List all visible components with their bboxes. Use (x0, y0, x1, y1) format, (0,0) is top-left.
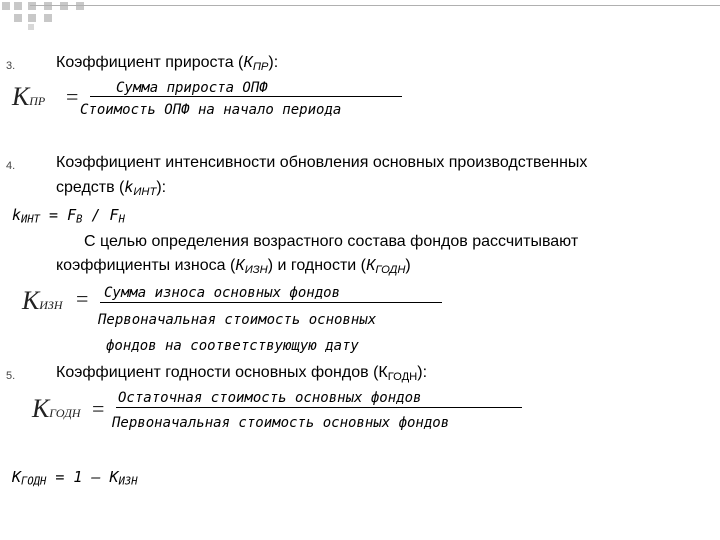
formula-lhs-kizn: КИЗН (22, 286, 63, 315)
equals-sign: = (66, 84, 79, 109)
izn-denominator-line2: фондов на соответствующую дату (106, 338, 359, 354)
item-number-4: 4. (6, 160, 16, 172)
izn-denominator-line1: Первоначальная стоимость основных (98, 312, 377, 328)
formula-kgodn-final: $К_{ГОДН} = 1 - К_{ИЗН}$ (12, 468, 138, 488)
paragraph-line1: С целью определения возрастного состава фондов рассчитывают (84, 233, 579, 250)
formula-lhs-kgodn: КГОДН (32, 394, 81, 423)
item-number-3: 3. (6, 60, 16, 72)
equals-sign-izn: = (76, 286, 89, 311)
fraction-denominator: Стоимость ОПФ на начало периода (80, 102, 342, 118)
godn-numerator: Остаточная стоимость основных фондов (118, 390, 422, 406)
heading-growth-coefficient: Коэффициент прироста $(К_{ПР})$: (56, 54, 279, 73)
item-number-5: 5. (6, 370, 16, 382)
equals-sign-godn: = (92, 396, 105, 421)
top-rule (30, 5, 720, 6)
formula-kint: $k_{ИНТ} = F_В / F_Н$ (12, 206, 125, 226)
godn-fraction-bar (116, 407, 522, 408)
heading-renewal-line1: Коэффициент интенсивности обновления основных производственных (56, 154, 588, 171)
godn-denominator: Первоначальная стоимость основных фондов (112, 415, 450, 431)
heading-renewal-line2: средств $(k_{ИНТ})$: (56, 178, 167, 198)
izn-fraction-bar (100, 302, 442, 303)
fraction-bar (90, 96, 402, 97)
heading-serviceability-coefficient: Коэффициент годности основных фондов $(К_{ГОДН})$: (56, 364, 428, 383)
paragraph-line2: коэффициенты износа $(К_{ИЗН})$ и годности $(К_{ГОДН})$ (56, 257, 411, 276)
fraction-numerator: Сумма прироста ОПФ (116, 80, 268, 96)
izn-numerator: Сумма износа основных фондов (104, 285, 341, 301)
formula-lhs-kpr: КПР (12, 82, 46, 111)
